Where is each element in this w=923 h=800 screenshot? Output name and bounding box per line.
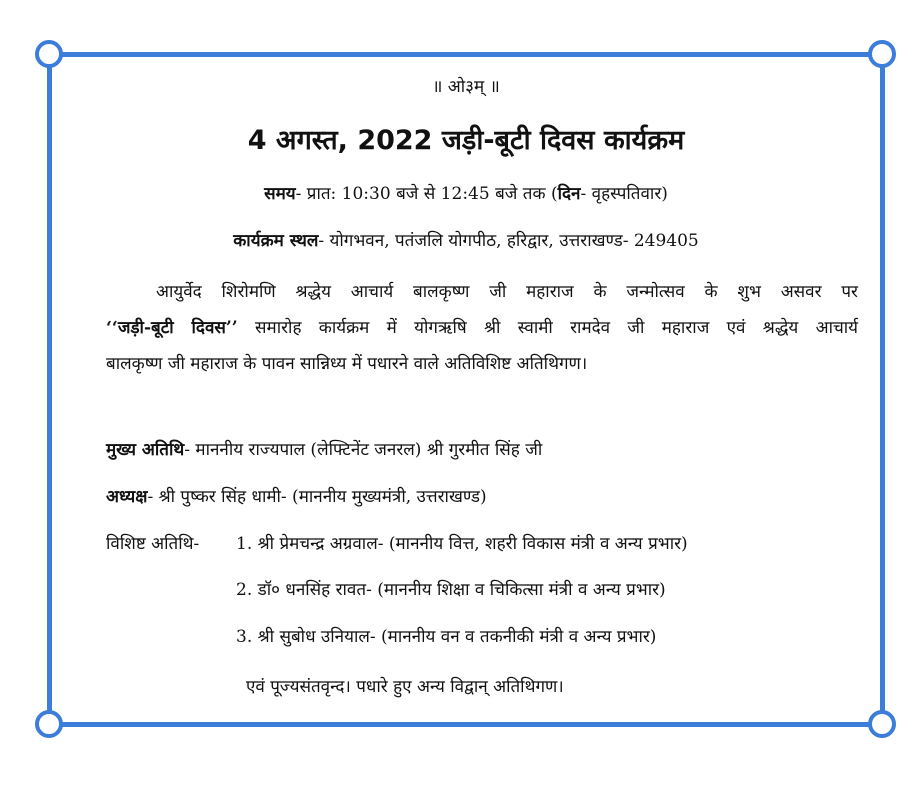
chief-guest-text: - माननीय राज्यपाल (लेफ्टिनेंट जनरल) श्री गुरमीत सिंह जी [184,440,543,460]
president-label: अध्यक्ष [106,487,148,507]
special-guest-3: 3. श्री सुबोध उनियाल- (माननीय वन व तकनीकी मंत्री व अन्य प्रभार) [236,627,657,647]
president-line [106,486,487,508]
frame-top-border [49,52,883,57]
venue-label: कार्यक्रम स्थल [233,231,319,251]
venue-line [52,230,880,252]
event-name-quote: ‘‘जड़ी-बूटी दिवस’’ [106,318,238,338]
frame-right-border [880,54,885,724]
frame-bottom-border [49,722,883,727]
closing-line: एवं पूज्यसंतवृन्द। पधारे हुए अन्य विद्वान् अतिथिगण। [246,677,564,697]
time-text: - प्रात: 10:30 बजे से 12:45 बजे तक ( [295,184,558,204]
frame-corner-handle-bottom-left[interactable] [35,710,63,738]
page-title: 4 अगस्त, 2022 जड़ी-बूटी दिवस कार्यक्रम [247,125,685,156]
day-text: - वृहस्पतिवार) [580,184,668,204]
invocation: ॥ ओ३म् ॥ [432,77,500,97]
special-guest-2: 2. डॉ० धनसिंह रावत- (माननीय शिक्षा व चिकित्सा मंत्री व अन्य प्रभार) [236,580,666,600]
president-text: - श्री पुष्कर सिंह धामी- (माननीय मुख्यमंत्री, उत्तराखण्ड) [147,487,487,507]
day-label: दिन [557,184,581,204]
frame-corner-handle-top-right[interactable] [868,40,896,68]
paragraph-line-1: आयुर्वेद शिरोमणि श्रद्धेय आचार्य बालकृष्ण जी महाराज के जन्मोत्सव के शुभ असवर पर [156,282,858,302]
special-guest-1: 1. श्री प्रेमचन्द्र अग्रवाल- (माननीय वित्त, शहरी विकास मंत्री व अन्य प्रभार) [236,534,688,554]
paragraph-line-3: बालकृष्ण जी महाराज के पावन सान्निध्य में पधारने वाले अतिविशिष्ट अतिथिगण। [106,354,588,374]
chief-guest-line [106,439,542,461]
frame-corner-handle-bottom-right[interactable] [868,710,896,738]
venue-text: - योगभवन, पतंजलि योगपीठ, हरिद्वार, उत्तराखण्ड- 249405 [318,231,699,251]
special-guests-label: विशिष्ट अतिथि- [106,534,200,554]
paragraph-line-2 [106,310,858,346]
intro-paragraph [106,274,858,382]
chief-guest-label: मुख्य अतिथि [106,440,185,460]
time-label: समय [264,184,296,204]
frame-corner-handle-top-left[interactable] [35,40,63,68]
time-line [52,183,880,205]
paragraph-line-2-text: समारोह कार्यक्रम में योगऋषि श्री स्वामी रामदेव जी महाराज एवं श्रद्धेय आचार्य [237,318,859,338]
